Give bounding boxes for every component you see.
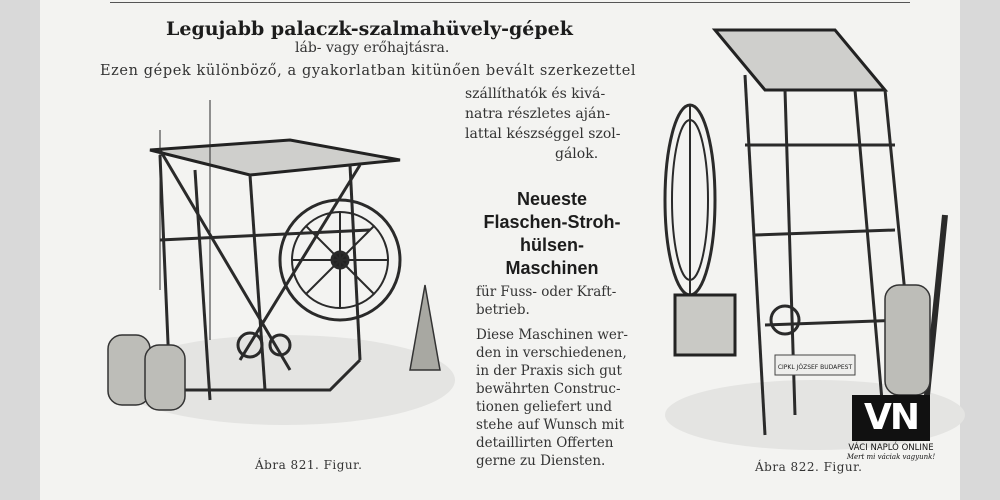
machine-illustration-821 <box>100 90 470 440</box>
hungarian-subtitle: láb- vagy erőhajtásra. <box>295 40 450 56</box>
german-title-line: Flaschen-Stroh- <box>483 212 621 232</box>
german-subtitle <box>476 283 646 319</box>
hungarian-body <box>465 84 640 164</box>
german-body-line: den in verschiedenen, <box>476 345 627 361</box>
german-sub-line: betrieb. <box>476 302 530 318</box>
vn-logo <box>845 395 937 461</box>
german-body <box>476 326 651 470</box>
catalog-page <box>40 0 960 500</box>
machine-illustration-822 <box>655 15 975 460</box>
german-body-line: tionen geliefert und <box>476 399 612 415</box>
german-sub-line: für Fuss- oder Kraft- <box>476 284 617 300</box>
figure-822-caption: Ábra 822. Figur. <box>755 460 863 474</box>
german-body-line: gerne zu Diensten. <box>476 453 606 469</box>
hungarian-title: Legujabb palaczk-szalmahüvely-gépek <box>166 18 573 40</box>
figure-821-caption: Ábra 821. Figur. <box>255 458 363 472</box>
german-body-line: detaillirten Offerten <box>476 435 614 451</box>
logo-tagline: Mert mi váciak vagyunk! <box>846 453 936 461</box>
logo-name: VÁCI NAPLÓ ONLINE <box>848 443 934 453</box>
hungarian-intro: Ezen gépek különböző, a gyakorlatban kitünően bevált szerkezettel <box>100 63 637 79</box>
top-rule <box>110 2 910 3</box>
german-title-line: Neueste <box>516 189 588 209</box>
hungarian-body-line: natra részletes aján- <box>465 106 611 122</box>
logo-mark: VN <box>852 395 930 441</box>
german-body-line: Diese Maschinen wer- <box>476 327 628 343</box>
german-title <box>477 188 627 280</box>
german-body-line: in der Praxis sich gut <box>476 363 622 379</box>
hungarian-body-line: lattal készséggel szol- <box>465 126 621 142</box>
german-body-line: bewährten Construc- <box>476 381 621 397</box>
hungarian-body-line: gálok. <box>555 146 599 162</box>
maker-plate-text: CIPKL JÓZSEF BUDAPEST <box>777 364 853 371</box>
hungarian-body-line: szállíthatók és kivá- <box>465 86 606 102</box>
german-body-line: stehe auf Wunsch mit <box>476 417 625 433</box>
german-title-line: hülsen- <box>519 235 584 255</box>
german-title-line: Maschinen <box>505 258 599 278</box>
